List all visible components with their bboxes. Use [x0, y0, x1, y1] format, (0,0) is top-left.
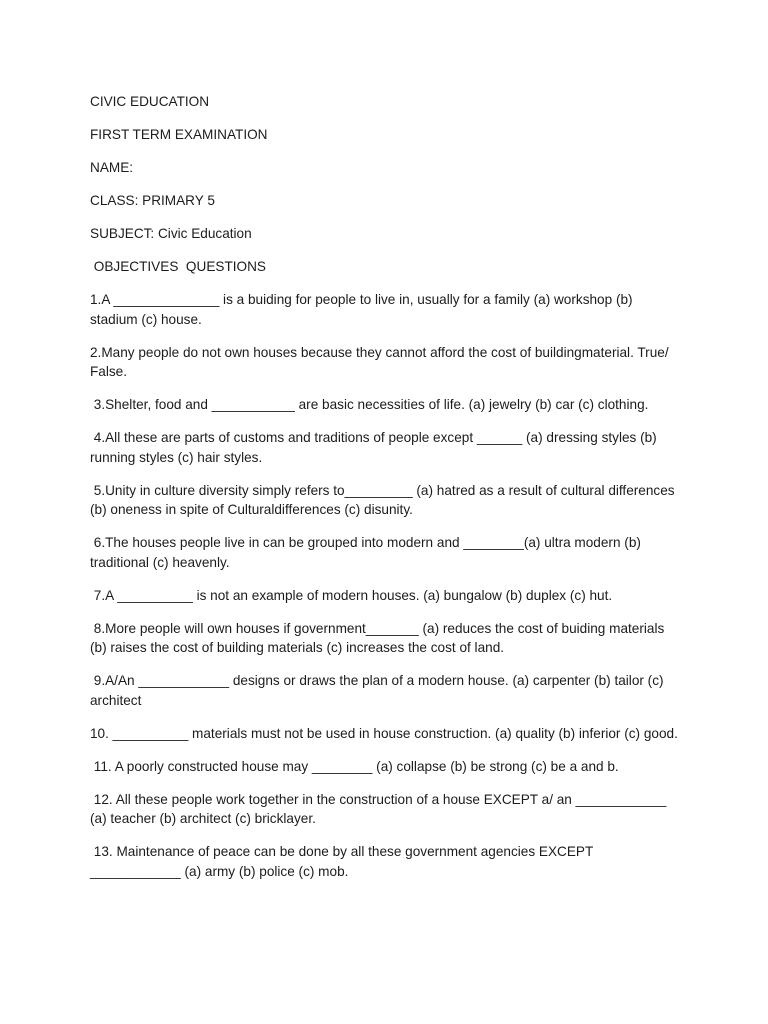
question-8: 8.More people will own houses if government_______ (a) reduces the cost of buiding materials (b) raises the cost of building materials (c) increases the cost of land. — [90, 620, 669, 655]
question-11: 11. A poorly constructed house may ________ (a) collapse (b) be strong (c) be a and b. — [90, 758, 619, 774]
question-7: 7.A __________ is not an example of modern houses. (a) bungalow (b) duplex (c) hut. — [90, 587, 613, 603]
class-label: CLASS: PRIMARY 5 — [90, 193, 215, 208]
question-3: 3.Shelter, food and ___________ are basic necessities of life. (a) jewelry (b) car (c) clothing. — [90, 397, 649, 412]
question-12: 12. All these people work together in the construction of a house EXCEPT a/ an ____________ (a) teacher (b) architect (c) bricklayer. — [90, 791, 671, 826]
question-10: 10. __________ materials must not be used in house construction. (a) quality (b) inferior (c) good. — [90, 725, 678, 741]
exam-document — [90, 92, 680, 895]
name-label: NAME: — [90, 160, 134, 175]
section-title: OBJECTIVES QUESTIONS — [90, 259, 266, 274]
question-5: 5.Unity in culture diversity simply refers to_________ (a) hatred as a result of cultural differences (b) oneness in spite of Culturaldifferences (c) disunity. — [90, 482, 679, 517]
question-2: 2.Many people do not own houses because they cannot afford the cost of buildingmaterial. True/ False. — [90, 344, 673, 379]
question-13: 13. Maintenance of peace can be done by all these government agencies EXCEPT ____________ (a) army (b) police (c) mob. — [90, 844, 597, 879]
question-1: 1.A ______________ is a buiding for people to live in, usually for a family (a) workshop (b) stadium (c) house. — [90, 292, 637, 327]
question-4: 4.All these are parts of customs and traditions of people except ______ (a) dressing styles (b) running styles (c) hair styles. — [90, 430, 661, 465]
question-6: 6.The houses people live in can be grouped into modern and ________(a) ultra modern (b) traditional (c) heavenly. — [90, 535, 645, 570]
subject-label: SUBJECT: Civic Education — [90, 226, 252, 241]
question-9: 9.A/An ____________ designs or draws the plan of a modern house. (a) carpenter (b) tailor (c) architect — [90, 673, 668, 708]
subject-title: CIVIC EDUCATION — [90, 94, 210, 109]
exam-title: FIRST TERM EXAMINATION — [90, 127, 268, 142]
